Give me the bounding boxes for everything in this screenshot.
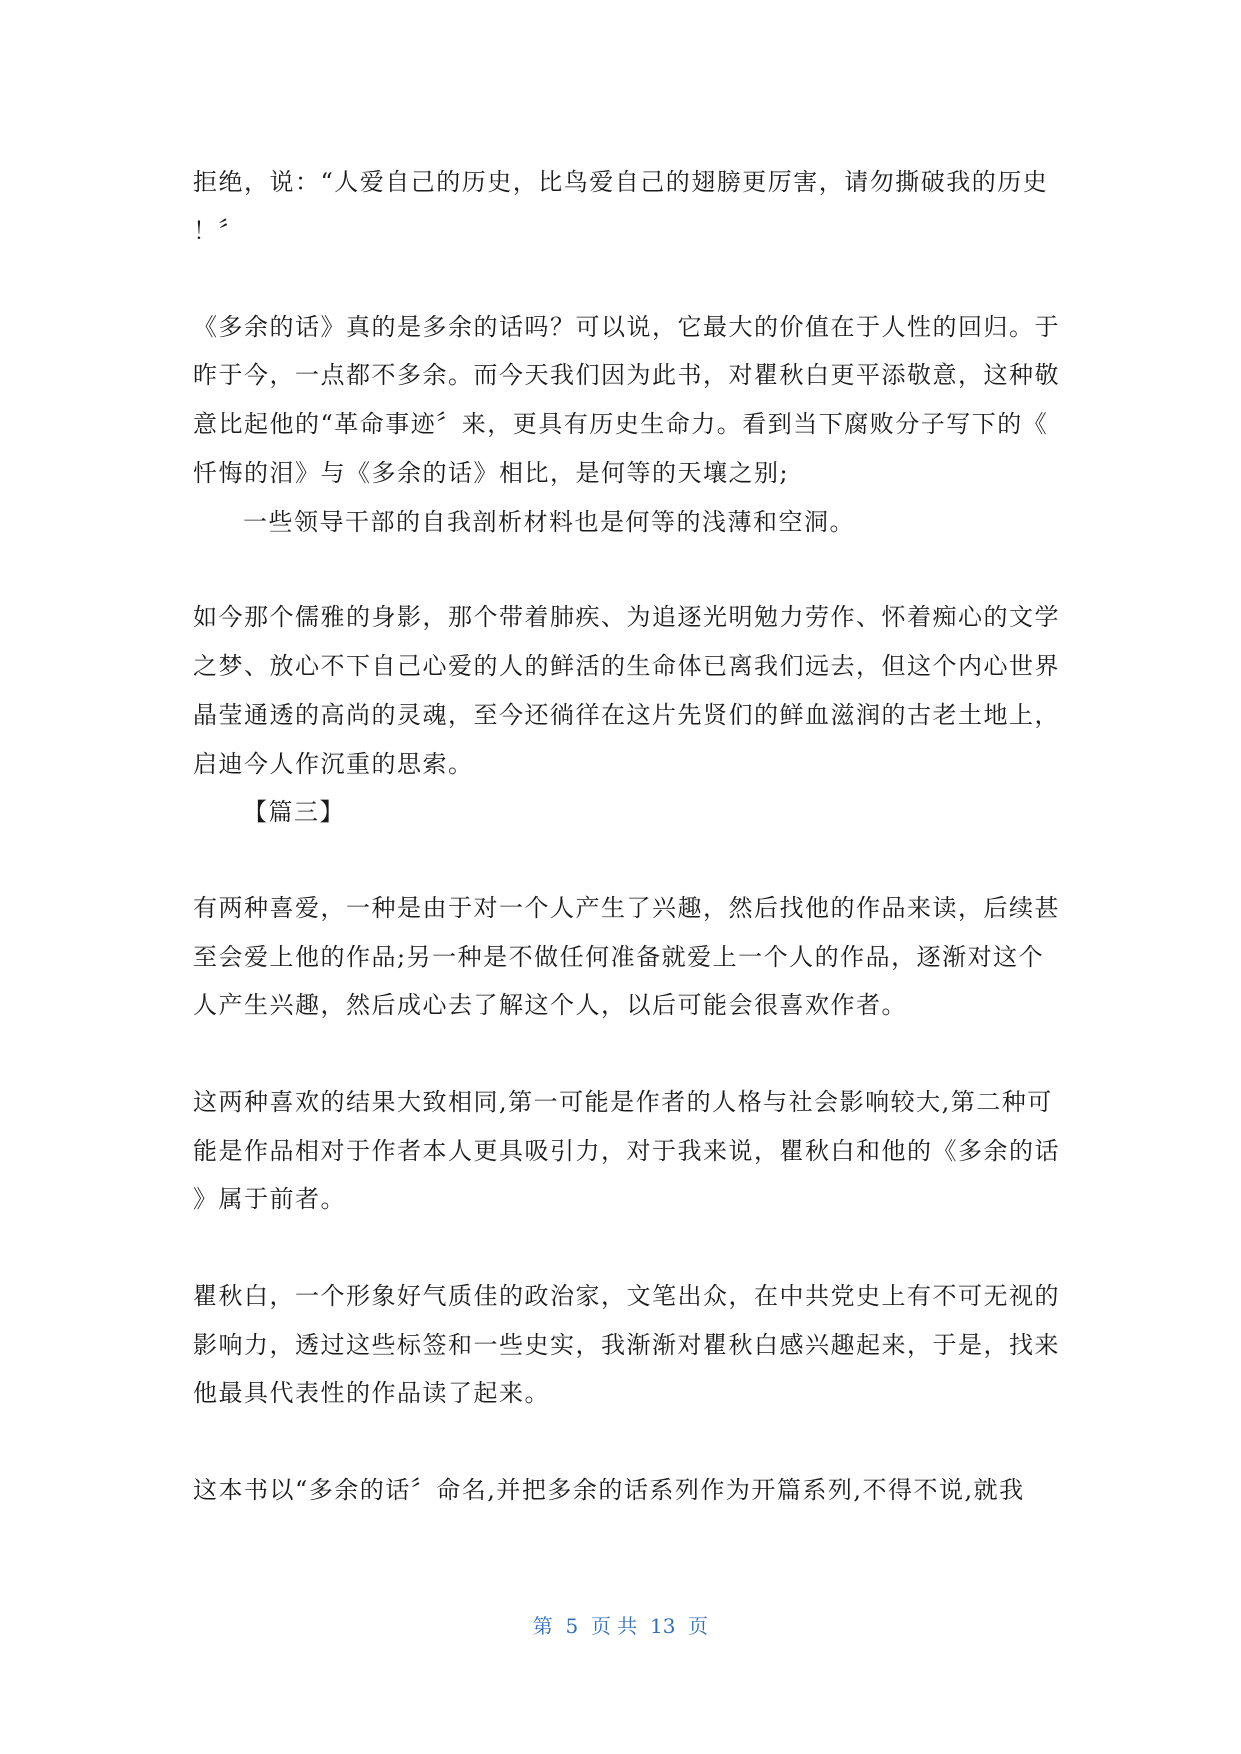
text-line: 意比起他的“革命事迹〞来，更具有历史生命力。看到当下腐败分子写下的《 xyxy=(193,410,1049,438)
text-line: 瞿秋白，一个形象好气质佳的政治家，文笔出众，在中共党史上有不可无视的 xyxy=(193,1282,1060,1310)
text-line: 一些领导干部的自我剖析材料也是何等的浅薄和空洞。 xyxy=(243,508,855,536)
text-line: 忏悔的泪》与《多余的话》相比，是何等的天壤之别; xyxy=(193,459,790,487)
text-line: 这两种喜欢的结果大致相同,第一可能是作者的人格与社会影响较大,第二种可 xyxy=(193,1088,1053,1116)
text-line: 他最具代表性的作品读了起来。 xyxy=(193,1379,550,1407)
text-line: 影响力，透过这些标签和一些史实，我渐渐对瞿秋白感兴趣起来，于是，找来 xyxy=(193,1331,1060,1359)
text-line: ！〞 xyxy=(193,217,244,245)
text-line: 有两种喜爱，一种是由于对一个人产生了兴趣，然后找他的作品来读，后续甚 xyxy=(193,894,1060,922)
text-line: 》属于前者。 xyxy=(193,1185,346,1213)
text-line: 这本书以“多余的话〞命名,并把多余的话系列作为开篇系列,不得不说,就我 xyxy=(193,1476,1025,1504)
text-line: 昨于今，一点都不多余。而今天我们因为此书，对瞿秋白更平添敬意，这种敬 xyxy=(193,361,1060,389)
text-line: 如今那个儒雅的身影，那个带着肺疾、为追逐光明勉力劳作、怀着痴心的文学 xyxy=(193,603,1060,631)
text-line: 至会爱上他的作品;另一种是不做任何准备就爱上一个人的作品，逐渐对这个 xyxy=(193,943,1045,971)
text-line: 人产生兴趣，然后成心去了解这个人，以后可能会很喜欢作者。 xyxy=(193,991,907,1019)
text-line: 能是作品相对于作者本人更具吸引力，对于我来说，瞿秋白和他的《多余的话 xyxy=(193,1137,1060,1165)
text-line: 启迪今人作沉重的思索。 xyxy=(193,750,474,778)
text-line: 拒绝，说：“人爱自己的历史，比鸟爱自己的翅膀更厉害，请勿撕破我的历史 xyxy=(193,168,1049,196)
text-line: 《多余的话》真的是多余的话吗？可以说，它最大的价值在于人性的回归。于 xyxy=(193,313,1060,341)
text-line: 之梦、放心不下自己心爱的人的鲜活的生命体已离我们远去，但这个内心世界 xyxy=(193,652,1060,680)
page-number-footer: 第 5 页 共 13 页 xyxy=(532,1614,709,1638)
section-heading: 【篇三】 xyxy=(243,798,345,826)
text-line: 晶莹通透的高尚的灵魂，至今还徜徉在这片先贤们的鲜血滋润的古老土地上， xyxy=(193,701,1060,729)
